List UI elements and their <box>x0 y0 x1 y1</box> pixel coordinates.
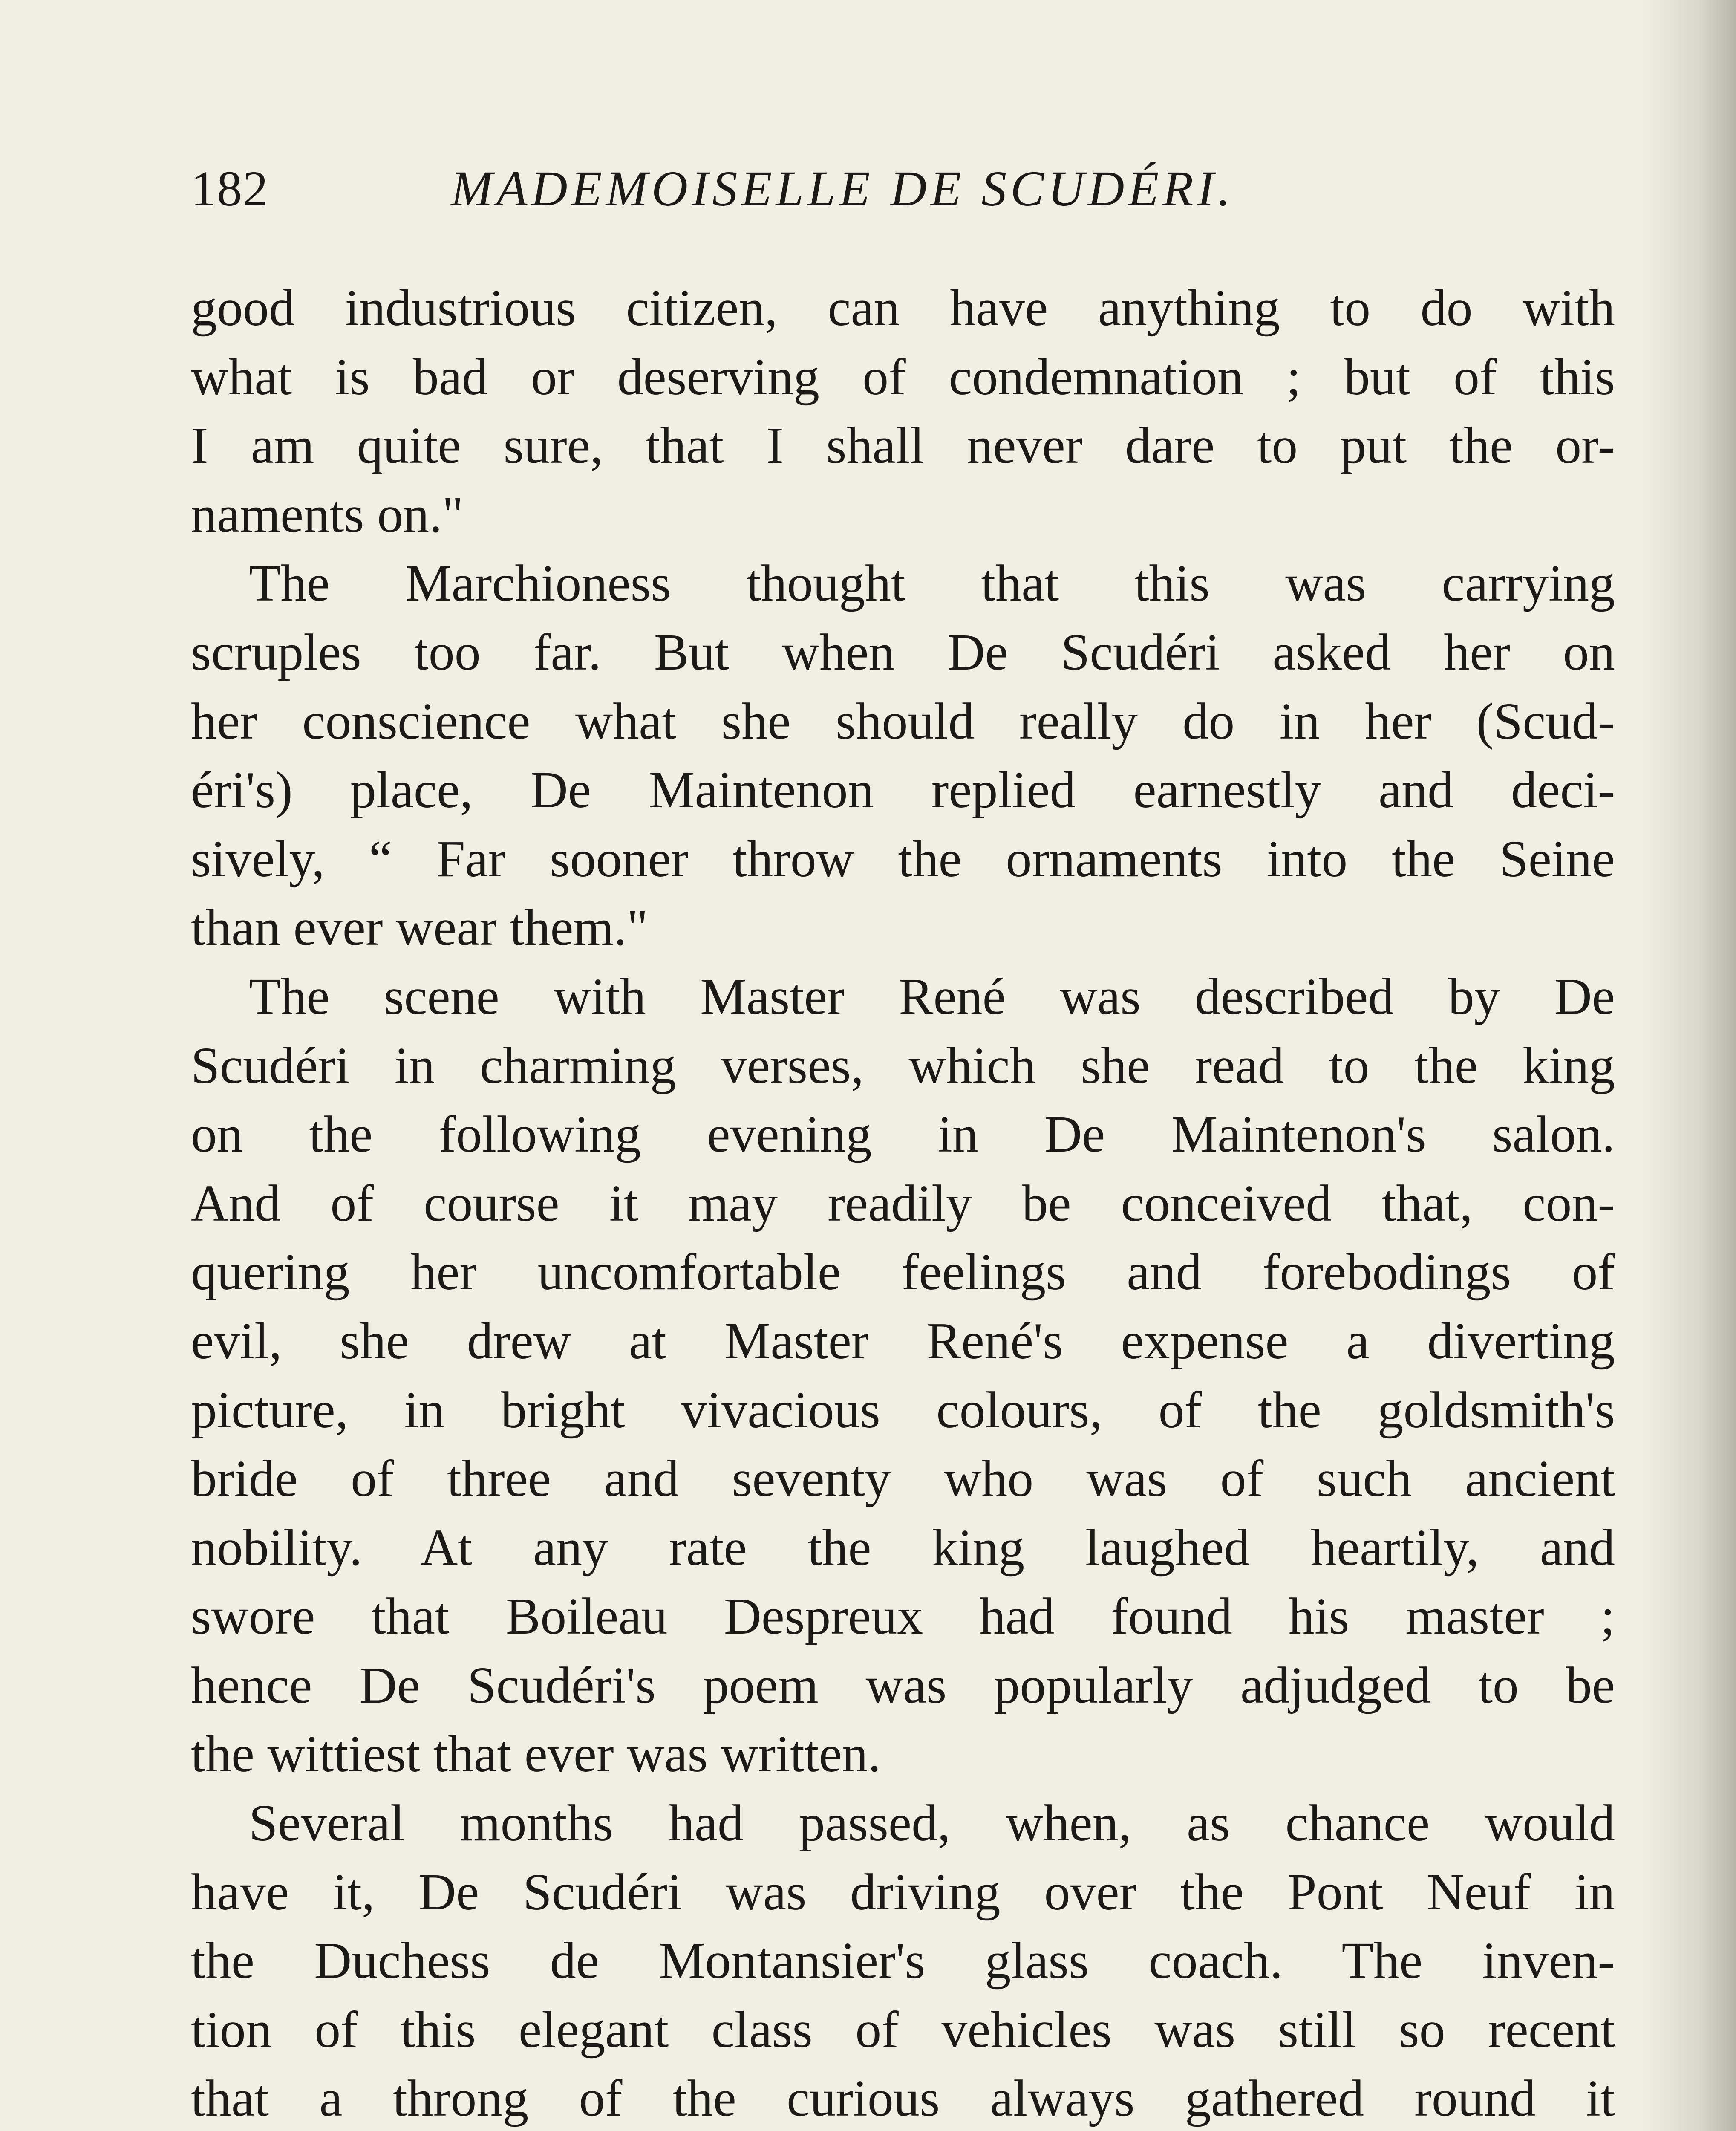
text-line: the wittiest that ever was written. <box>191 1725 881 1783</box>
text-line: éri's) place, De Maintenon replied earnestly and deci- <box>191 761 1615 819</box>
text-line: sively, “ Far sooner throw the ornaments into the Seine <box>191 830 1615 888</box>
text-line: nobility. At any rate the king laughed heartily, and <box>191 1519 1615 1577</box>
text-line: evil, she drew at Master René's expense a diverting <box>191 1312 1615 1370</box>
text-line: naments on." <box>191 485 464 543</box>
text-line: The Marchioness thought that this was carrying <box>249 554 1615 612</box>
text-line: the Duchess de Montansier's glass coach. The inven- <box>191 1932 1615 1990</box>
text-line: quering her uncomfortable feelings and forebodings of <box>191 1243 1615 1301</box>
text-line: hence De Scudéri's poem was popularly adjudged to be <box>191 1656 1615 1714</box>
text-line: on the following evening in De Maintenon's salon. <box>191 1106 1615 1164</box>
text-line: tion of this elegant class of vehicles was still so recent <box>191 2001 1615 2059</box>
text-line: bride of three and seventy who was of such ancient <box>191 1450 1615 1508</box>
running-title: MADEMOISELLE DE SCUDÉRI. <box>451 161 1234 217</box>
text-line: picture, in bright vivacious colours, of the goldsmith's <box>191 1381 1615 1439</box>
text-line: The scene with Master René was described by De <box>249 967 1615 1025</box>
body-text <box>191 274 1615 2131</box>
text-line: her conscience what she should really do in her (Scud- <box>191 692 1615 750</box>
text-line: that a throng of the curious always gathered round it <box>191 2070 1615 2128</box>
text-line: And of course it may readily be conceived that, con- <box>191 1174 1615 1232</box>
text-line: I am quite sure, that I shall never dare to put the or- <box>191 417 1615 475</box>
text-line: Several months had passed, when, as chance would <box>249 1794 1615 1852</box>
page-edge-shadow <box>1642 0 1736 2131</box>
text-line: what is bad or deserving of condemnation ; but of this <box>191 348 1615 406</box>
text-line: swore that Boileau Despreux had found his master ; <box>191 1588 1615 1646</box>
text-line: scruples too far. But when De Scudéri asked her on <box>191 623 1615 681</box>
page-header <box>191 157 1614 221</box>
text-line: good industrious citizen, can have anything to do with <box>191 279 1615 337</box>
text-line: have it, De Scudéri was driving over the Pont Neuf in <box>191 1863 1615 1921</box>
text-line: than ever wear them." <box>191 899 648 957</box>
text-line: Scudéri in charming verses, which she read to the king <box>191 1037 1615 1094</box>
page-number: 182 <box>191 161 269 217</box>
